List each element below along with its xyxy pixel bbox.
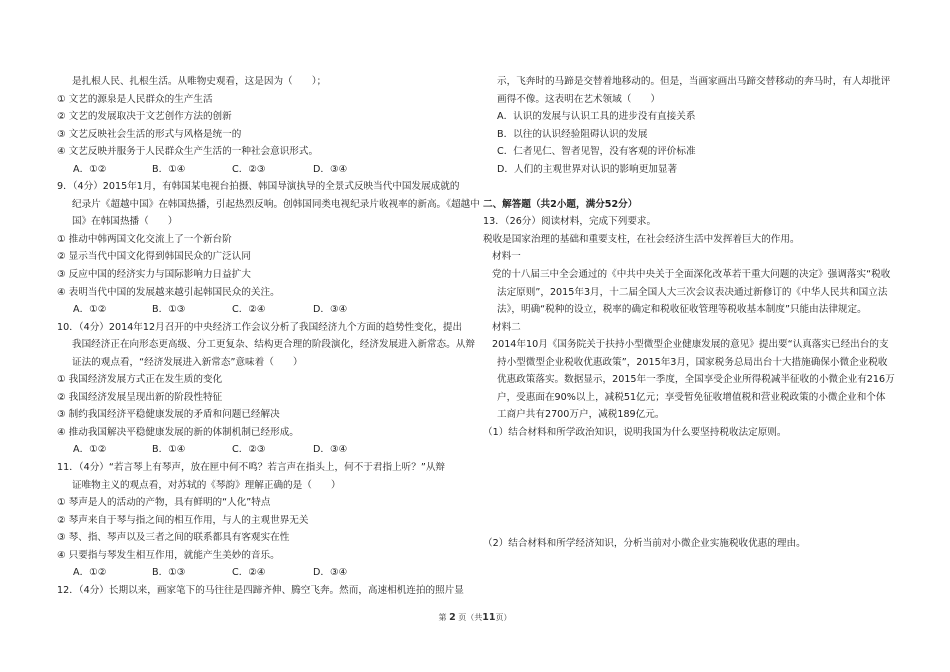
answer-option: A．认识的发展与认识工具的进步没有直接关系 — [497, 111, 696, 123]
blank-space — [0, 178, 950, 196]
question-line: 11．（4分）“若言琴上有琴声，放在匣中何不鸣？若言声在指头上，何不于君指上听？”从辩 — [57, 462, 446, 474]
answer-option: A．①② — [73, 567, 107, 579]
answer-option: D．③④ — [313, 567, 348, 579]
blank-space — [0, 441, 950, 535]
answer-option: B．①③ — [152, 304, 186, 316]
text-line: 2014年10月《国务院关于扶持小型微型企业健康发展的意见》提出要“认真落实已经出台的支 — [492, 339, 889, 351]
statement-item: ④ 只要指与琴发生相互作用，就能产生美妙的音乐。 — [57, 549, 280, 561]
answer-option: C．仁者见仁、智者见智，没有客观的评价标准 — [497, 146, 696, 158]
text-line: 户，受惠面在90%以上，减税51亿元；享受暂免征收增值税和营业税政策的小微企业和个体 — [497, 391, 886, 403]
page-footer — [0, 612, 950, 623]
text-line: 13．（26分）阅读材料，完成下列要求。 — [483, 216, 657, 228]
answer-option: D．人们的主观世界对认识的影响更加显著 — [497, 163, 678, 175]
text-line: （1）结合材料和所学政治知识，说明我国为什么要坚持税收法定原则。 — [483, 426, 787, 438]
question-line: 10．（4分）2014年12月召开的中央经济工作会议分析了我国经济九个方面的趋势性变化，提出 — [57, 321, 463, 333]
statement-item: ② 显示当代中国文化得到韩国民众的广泛认同 — [57, 251, 251, 263]
text-line: 国》在韩国热播（ ） — [72, 216, 178, 228]
statement-item: ③ 制约我国经济平稳健康发展的矛盾和问题已经解决 — [57, 409, 280, 421]
text-line: 持小型微型企业税收优惠政策”，2015年3月，国家税务总局出台十大措施确保小微企业税收 — [497, 356, 888, 368]
text-line: 示，飞奔时的马蹄是交替着地移动的。但是，当画家画出马蹄交替移动的奔马时，有人却批评 — [497, 76, 891, 87]
text-line: 证法的观点看，“经济发展进入新常态”意味着（ ） — [72, 356, 303, 368]
answer-option: A．①② — [73, 444, 107, 456]
statement-item: ③ 琴、指、琴声以及三者之间的联系都具有客观实在性 — [57, 532, 290, 544]
right-column — [0, 73, 950, 553]
text-line: 优惠政策落实。数据显示，2015年一季度，全国享受企业所得税减半征收的小微企业有216万 — [497, 374, 895, 386]
statement-item: ② 琴声来自于琴与指之间的相互作用，与人的主观世界无关 — [57, 514, 309, 526]
question-line: 9．（4分）2015年1月，有韩国某电视台拍摄、韩国导演执导的全景式反映当代中国发展成就的 — [57, 181, 460, 193]
text-line: 证唯物主义的观点看，对苏轼的《琴韵》理解正确的是（ ） — [72, 479, 341, 491]
total-pages: 11 — [482, 612, 496, 623]
text-line: （2）结合材料和所学经济知识，分析当前对小微企业实施税收优惠的理由。 — [483, 538, 806, 550]
answer-option: C．②④ — [232, 567, 266, 579]
answer-option: B．以往的认识经验阻碍认识的发展 — [497, 128, 648, 140]
statement-item: ① 我国经济发展方式正在发生质的变化 — [57, 374, 223, 386]
answer-option: D．③④ — [313, 444, 348, 456]
footer-suffix: 页） — [495, 613, 512, 622]
answer-option: C．②③ — [232, 163, 266, 175]
statement-item: ① 琴声是人的活动的产物，具有鲜明的“人化”特点 — [57, 497, 271, 509]
text-line: 工商户共有2700万户，减税189亿元。 — [497, 409, 665, 421]
answer-options-row — [0, 564, 475, 582]
statement-item: ④ 文艺反映并服务于人民群众生产生活的一种社会意识形式。 — [57, 146, 319, 158]
text-line: 税收是国家治理的基础和重要支柱，在社会经济生活中发挥着巨大的作用。 — [483, 233, 800, 245]
answer-option: B．①④ — [152, 444, 186, 456]
statement-item: ① 文艺的源泉是人民群众的生产生活 — [57, 93, 213, 105]
answer-option: C．②④ — [232, 304, 266, 316]
text-line: 法定原则”，2015年3月，十二届全国人大三次会议表决通过新修订的《中华人民共和国立法 — [497, 286, 888, 298]
text-line: 画得不像。这表明在艺术领域（ ） — [497, 93, 661, 105]
answer-option: C．②③ — [232, 444, 266, 456]
answer-option: B．①④ — [152, 163, 186, 175]
text-line: 法》，明确“税种的设立，税率的确定和税收征收管理等税收基本制度”只能由法律规定。 — [497, 304, 867, 316]
footer-mid: 页（共 — [458, 613, 483, 622]
statement-item: ① 推动中韩两国文化交流上了一个新台阶 — [57, 233, 232, 245]
statement-item: ③ 文艺反映社会生活的形式与风格是统一的 — [57, 128, 242, 140]
answer-option: B．①③ — [152, 567, 186, 579]
statement-item: ② 文艺的发展取决于文艺创作方法的创新 — [57, 111, 232, 123]
statement-item: ④ 表明当代中国的发展越来越引起韩国民众的关注。 — [57, 286, 280, 298]
footer-prefix: 第 — [438, 613, 447, 622]
text-line: 是扎根人民、扎根生活。从唯物史观看，这是因为（ ）； — [72, 76, 327, 87]
statement-item: ④ 推动我国解决平稳健康发展的新的体制机制已经形成。 — [57, 426, 299, 438]
answer-option: A．①② — [73, 163, 107, 175]
statement-item: ③ 反应中国的经济实力与国际影响力日益扩大 — [57, 269, 251, 281]
text-line: 党的十八届三中全会通过的《中共中央关于全面深化改革若干重大问题的决定》强调落实“税收 — [492, 269, 891, 281]
answer-option: A．①② — [73, 304, 107, 316]
current-page: 2 — [449, 612, 456, 623]
text-line: 材料二 — [492, 321, 521, 333]
answer-option: D．③④ — [313, 304, 348, 316]
section-heading: 二、解答题（共2小题，满分52分） — [483, 198, 638, 210]
answer-option: D．③④ — [313, 163, 348, 175]
text-line: 纪录片《超越中国》在韩国热播，引起热烈反响。创韩国同类电视纪录片收视率的新高。《超越中 — [72, 198, 480, 210]
statement-item: ② 我国经济发展呈现出新的阶段性特征 — [57, 391, 223, 403]
text-line: 材料一 — [492, 251, 521, 263]
question-line: 12．（4分）长期以来，画家笔下的马往往是四蹄齐伸、腾空飞奔。然而，高速相机连拍的照片显 — [57, 584, 464, 596]
text-line: 我国经济正在向形态更高级、分工更复杂、结构更合理的阶段演化，经济发展进入新常态。从辩 — [72, 339, 475, 351]
